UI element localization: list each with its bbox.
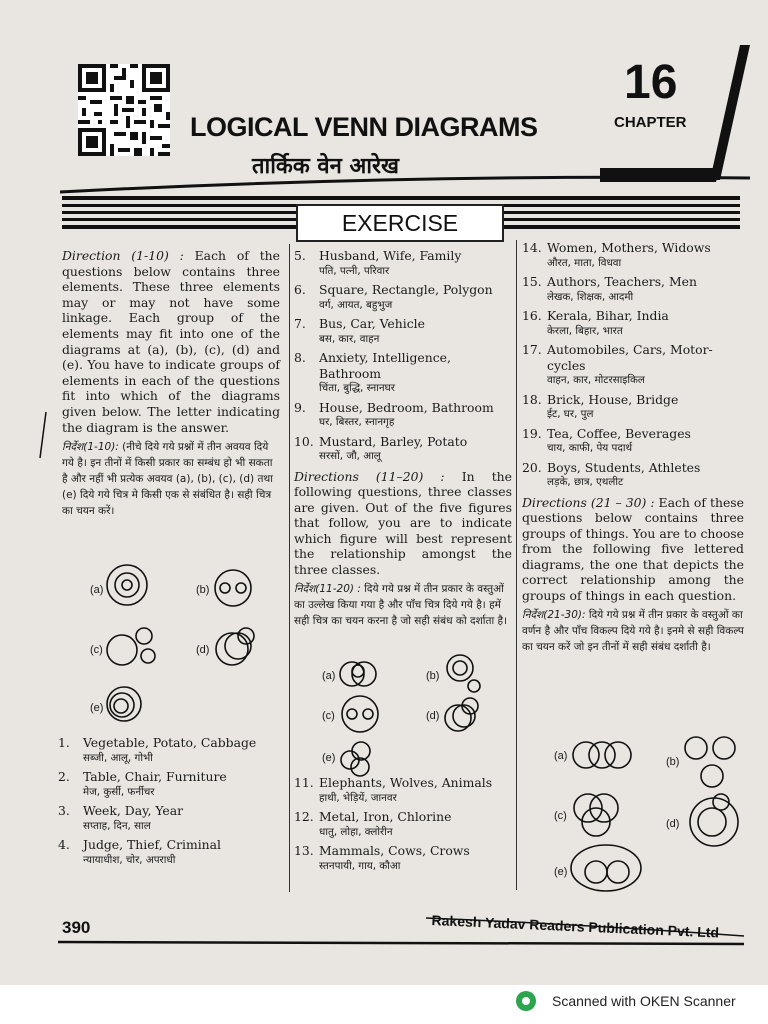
question-item [294, 316, 512, 347]
option-label: (e) [90, 702, 104, 714]
question-text: Automobiles, Cars, Motor-cycles [547, 342, 713, 373]
directions-text: (नीचे दिये गये प्रश्नों में तीन अवयव दिये गये है। इन तीनों में किसी प्रकार का सम्बंध हो भी सकता है और नहीं भी प्रत्येक अवयव (a), (b), (c), (d) तथा (e) दिये गये चित्र मे किसी एक से संबंधित है। सही चित्र का चयन करें। [62, 441, 273, 518]
question-text-hindi: बस, कार, वाहन [319, 332, 380, 345]
directions-label: Directions (11–20) : [294, 468, 445, 484]
question-item [522, 392, 744, 423]
venn-diagram-a [570, 738, 634, 772]
directions-1-10-en [62, 248, 280, 435]
scanner-logo-inner [522, 997, 530, 1005]
option-label: (e) [322, 752, 336, 764]
question-text-hindi: सब्जी, आलू, गोभी [83, 751, 153, 764]
venn-diagram-b [440, 650, 484, 696]
question-number: 9. [294, 399, 306, 415]
venn-diagram-c [570, 788, 624, 840]
question-text: Kerala, Bihar, India [547, 308, 669, 323]
question-text: Authors, Teachers, Men [547, 274, 697, 289]
option-label: (d) [196, 644, 210, 656]
question-text: Husband, Wife, Family [319, 248, 462, 263]
option-label: (b) [426, 670, 440, 682]
option-label: (b) [666, 756, 680, 768]
question-text-hindi: धातु, लोहा, क्लोरीन [319, 825, 393, 838]
directions-label: निर्देश(21-30): [522, 608, 586, 621]
question-item [294, 843, 512, 874]
question-text-hindi: सप्ताह, दिन, साल [83, 819, 151, 832]
directions-label: Directions (21 – 30) : [522, 494, 655, 510]
question-text-hindi: ईट, घर, पुल [547, 408, 594, 420]
option-label: (a) [90, 584, 104, 596]
directions-text: दिये गये प्रश्न में तीन प्रकार के वस्तुओं का उल्लेख किया गया है और पाँच चित्र दिये गये है। हमें सही चित्र का चयन करना है जो सही संबंध को दर्शाता है। [294, 582, 508, 627]
venn-diagram-d [684, 790, 744, 850]
directions-label: निर्देश(11-20) : [294, 582, 361, 595]
directions-label: Direction (1-10) : [62, 248, 184, 263]
option-label: (e) [554, 866, 568, 878]
question-text-hindi: वर्ग, आयत, बहुभुज [319, 298, 393, 311]
question-number: 1. [58, 735, 70, 750]
question-text: Tea, Coffee, Beverages [547, 425, 691, 441]
venn-diagram-b [210, 568, 256, 608]
option-label: (c) [554, 810, 567, 822]
question-text: Boys, Students, Athletes [547, 459, 701, 475]
directions-text: In the following questions, three classes are given. Out of the five figures that follow, you are to indicate which figure will best represent the relationship amongst the three classes. [294, 468, 512, 578]
page-number: 390 [62, 918, 91, 937]
question-item [58, 837, 283, 868]
question-text-hindi: केरला, बिहार, भारत [547, 324, 623, 337]
option-label: (d) [666, 818, 680, 830]
directions-11-20-en [294, 469, 512, 578]
chapter-subtitle-hindi: तार्किक वेन आरेख [252, 154, 399, 179]
venn-diagram-e [568, 842, 644, 894]
question-text: Anxiety, Intelligence, Bathroom [319, 350, 451, 381]
directions-label: निर्देश(1-10): [62, 441, 119, 454]
question-item [522, 426, 744, 457]
question-text: Bus, Car, Vehicle [319, 316, 425, 331]
qr-code [78, 64, 170, 156]
scanner-watermark: Scanned with OKEN Scanner [552, 993, 736, 1009]
question-number: 13. [294, 843, 314, 858]
question-number: 3. [58, 803, 70, 818]
question-number: 6. [294, 282, 306, 297]
question-number: 14. [522, 240, 542, 255]
question-item [294, 434, 512, 465]
exercise-heading: EXERCISE [296, 204, 504, 242]
question-text-hindi: घर, बिस्तर, स्नानगृह [319, 416, 395, 428]
column-2 [294, 248, 512, 629]
question-text: Women, Mothers, Widows [547, 240, 711, 255]
question-number: 16. [522, 308, 542, 323]
question-item [58, 769, 283, 800]
column-3 [522, 240, 744, 655]
venn-diagram-a [336, 654, 380, 694]
question-text: Week, Day, Year [83, 803, 184, 818]
question-text: Metal, Iron, Chlorine [319, 809, 452, 824]
directions-21-30-hi [522, 607, 744, 655]
question-number: 15. [522, 274, 542, 289]
question-number: 11. [294, 775, 314, 790]
directions-text: Each of these questions below contains three groups of things. You are to choose from the following five lettered diagrams, the one that depicts the correct relationship among the groups of things in each question. [522, 494, 744, 604]
chapter-title: LOGICAL VENN DIAGRAMS [190, 112, 538, 142]
publisher-name: Rakesh Yadav Readers Publication Pvt. Ltd [431, 912, 720, 941]
question-item [294, 400, 512, 431]
question-text-hindi: लेखक, शिक्षक, आदमी [547, 290, 634, 303]
question-item [58, 735, 283, 766]
question-text-hindi: न्यायाधीश, चोर, अपराधी [83, 853, 176, 866]
venn-diagram-b [682, 734, 738, 790]
question-text: Elephants, Wolves, Animals [319, 775, 493, 790]
question-item [522, 240, 744, 271]
venn-diagram-a [104, 562, 150, 608]
question-item [294, 775, 512, 806]
question-text-hindi: हाथी, भेड़ियें, जानवर [319, 791, 397, 804]
questions-1-4 [58, 732, 283, 868]
question-number: 10. [294, 433, 314, 449]
question-item [522, 274, 744, 305]
question-text-hindi: सरसों, जौ, आलू [319, 450, 381, 462]
question-item [294, 350, 512, 397]
directions-11-20-hi [294, 581, 512, 629]
header-rule [60, 168, 750, 198]
question-text-hindi: लड़के, छात्र, एथलीट [547, 476, 624, 488]
option-label: (d) [426, 710, 440, 722]
question-text-hindi: चाय, काफी, पेय पदार्थ [547, 442, 633, 454]
question-item [522, 308, 744, 339]
question-number: 12. [294, 809, 314, 824]
margin-mark [38, 410, 48, 460]
footer-rule [56, 888, 746, 948]
questions-11-13 [294, 772, 512, 874]
question-number: 8. [294, 350, 306, 365]
chapter-label: CHAPTER [614, 114, 687, 131]
question-number: 19. [522, 425, 542, 441]
question-item [522, 342, 744, 389]
venn-diagram-e [104, 684, 144, 724]
question-text: House, Bedroom, Bathroom [319, 399, 494, 415]
question-number: 17. [522, 342, 542, 357]
question-number: 7. [294, 316, 306, 331]
question-item [294, 248, 512, 279]
question-text-hindi: स्तनपायी, गाय, कौआ [319, 859, 401, 872]
question-text: Vegetable, Potato, Cabbage [83, 735, 257, 750]
question-text: Brick, House, Bridge [547, 391, 679, 407]
question-number: 2. [58, 769, 70, 784]
directions-1-10-hi [62, 439, 280, 519]
question-number: 20. [522, 459, 542, 475]
question-number: 18. [522, 391, 542, 407]
venn-diagram-d [440, 694, 484, 736]
question-item [294, 809, 512, 840]
question-text: Table, Chair, Furniture [83, 769, 227, 784]
question-item [58, 803, 283, 834]
column-1 [62, 248, 280, 519]
question-text: Judge, Thief, Criminal [83, 837, 221, 852]
chapter-number: 16 [624, 56, 678, 109]
option-label: (c) [90, 644, 103, 656]
question-text: Mustard, Barley, Potato [319, 433, 468, 449]
venn-diagram-c [104, 622, 158, 670]
question-number: 4. [58, 837, 70, 852]
question-item [294, 282, 512, 313]
directions-21-30-en [522, 495, 744, 604]
venn-diagram-c [336, 694, 384, 734]
venn-diagram-d [210, 622, 260, 670]
question-text: Mammals, Cows, Crows [319, 843, 470, 858]
question-item [522, 460, 744, 491]
question-text-hindi: वाहन, कार, मोटरसाइकिल [547, 374, 645, 386]
option-label: (b) [196, 584, 210, 596]
option-label: (c) [322, 710, 335, 722]
column-divider [289, 244, 290, 892]
option-label: (a) [554, 750, 568, 762]
question-text-hindi: औरत, माता, विधवा [547, 256, 622, 269]
question-text-hindi: चिंता, बुद्धि, स्नानघर [319, 382, 395, 394]
question-text: Square, Rectangle, Polygon [319, 282, 493, 297]
column-divider [516, 240, 517, 890]
question-text-hindi: पति, पत्नी, परिवार [319, 264, 390, 277]
directions-text: Each of the questions below contains three elements. These three elements may or may not have some linkage. Each group of the elements may fit into one of the diagrams at (a), (b), (c), (d) and (e). You have to indicate groups of elements in each of the questions fit into which of the diagrams given below. The letter indicating the diagram is the answer. [62, 248, 280, 435]
option-label: (a) [322, 670, 336, 682]
directions-text: दिये गये प्रश्न में तीन प्रकार के वस्तुओं का वर्णन है और पाँच विकल्प दिये गये है। इनमे से सही विकल्प का चयन करें जो इन तीनों में सही संबंध दर्शाती है। [522, 608, 744, 653]
question-number: 5. [294, 248, 306, 263]
question-text-hindi: मेज, कुर्सी, फर्नीचर [83, 785, 155, 798]
